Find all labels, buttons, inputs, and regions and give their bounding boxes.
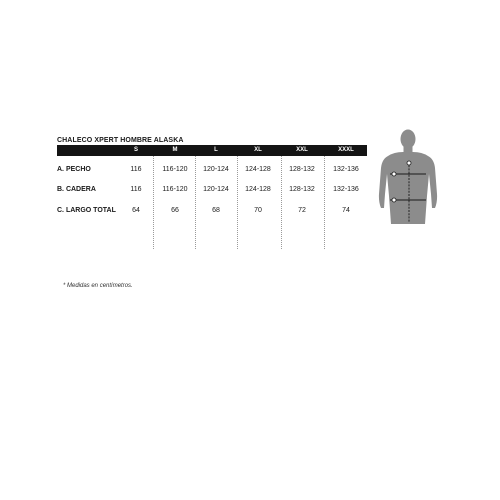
size-header-xl: XL [254,147,262,153]
table-cell: 68 [212,207,220,214]
size-header-xxl: XXL [296,147,308,153]
title: CHALECO XPERT HOMBRE ALASKA [57,137,184,144]
row-label-cadera: B. CADERA [57,186,96,193]
table-cell: 116-120 [162,166,188,173]
table-cell: 120-124 [203,166,229,173]
table-cell: 72 [298,207,306,214]
table-cell: 70 [254,207,262,214]
table-cell: 128-132 [289,166,315,173]
table-cell: 128-132 [289,186,315,193]
table-cell: 132-136 [333,186,359,193]
table-cell: 120-124 [203,186,229,193]
table-cell: 116 [130,186,142,193]
table-cell: 132-136 [333,166,359,173]
size-header-xxxl: XXXL [338,147,354,153]
table-cell: 116 [130,166,142,173]
units-note: * Medidas en centímetros. [63,283,133,289]
size-header-m: M [172,147,178,153]
table-cell: 74 [342,207,350,214]
size-header-s: S [133,147,138,153]
table-cell: 116-120 [162,186,188,193]
body-silhouette-icon [374,128,442,230]
table-cell: 124-128 [245,166,271,173]
size-header-l: L [214,147,218,153]
row-label-largo-total: C. LARGO TOTAL [57,207,116,214]
table-cell: 124-128 [245,186,271,193]
row-label-pecho: A. PECHO [57,166,91,173]
table-cell: 64 [132,207,140,214]
table-cell: 66 [171,207,179,214]
